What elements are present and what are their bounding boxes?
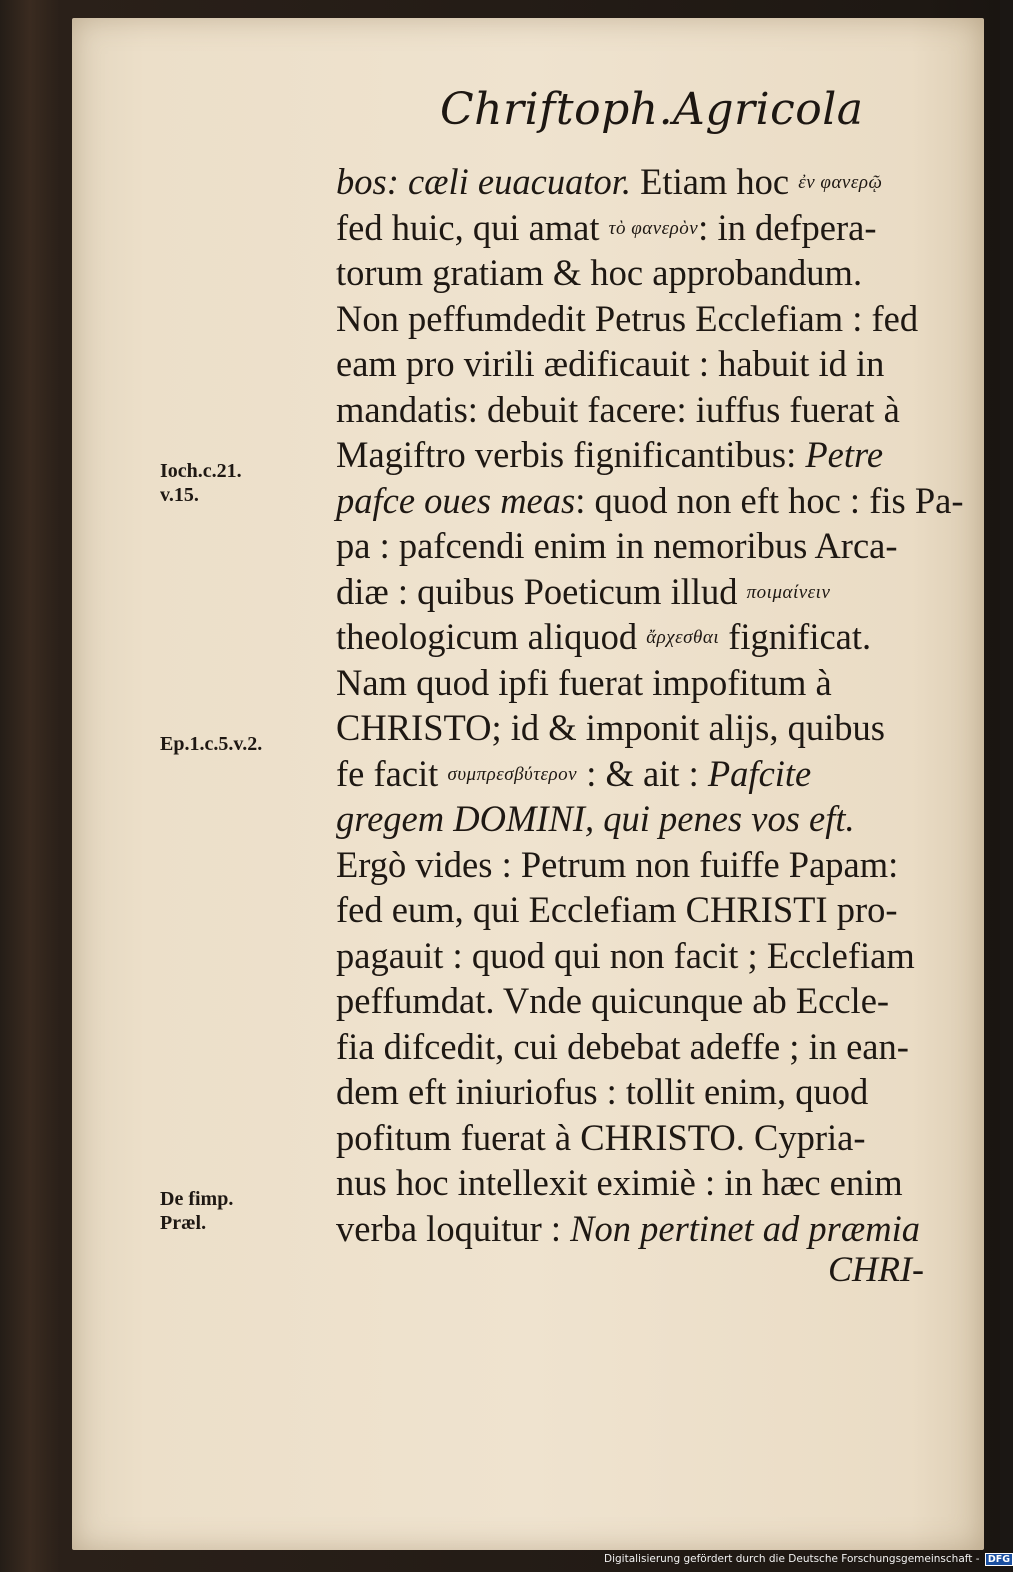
roman-text: pagauit : quod qui non facit ; Ecclefiam (336, 934, 915, 976)
roman-text: verba loquitur : (336, 1207, 571, 1249)
roman-text: : in defpera- (698, 206, 877, 248)
roman-text: fignificat. (719, 616, 872, 657)
text-line (336, 934, 966, 980)
text-line (336, 160, 966, 206)
roman-text: dem eft iniuriofus : tollit enim, quod (336, 1071, 869, 1112)
roman-text: : & ait : (577, 752, 708, 794)
greek-word: ἐν φανερῷ (798, 172, 883, 193)
roman-text: fia difcedit, cui debebat adeffe ; in ean- (336, 1025, 909, 1067)
roman-text: Etiam hoc (631, 161, 799, 202)
roman-text: fe facit (336, 752, 448, 794)
roman-text: Magiftro verbis fignificantibus: (336, 434, 806, 475)
text-line (336, 388, 966, 434)
greek-word: τὸ φανερὸν (608, 217, 699, 239)
roman-text: fed eum, qui Ecclefiam CHRISTI pro- (336, 889, 898, 930)
running-header: Chriftoph.Agricola (440, 84, 864, 135)
text-line (336, 206, 966, 252)
roman-text: Ergò vides : Petrum non fuiffe Papam: (336, 843, 899, 885)
italic-text: Pafcite (707, 752, 812, 794)
digitization-footer (604, 1553, 1011, 1569)
text-line (336, 843, 966, 889)
margin-note: Ioch.c.21. v.15. (160, 459, 242, 506)
roman-text: Non peffumdedit Petrus Ecclefiam : fed (336, 297, 919, 339)
text-line (336, 706, 966, 752)
catchword: CHRI- (828, 1249, 924, 1289)
roman-text: Nam quod ipfi fuerat impofitum à (336, 661, 832, 703)
margin-note: Ep.1.c.5.v.2. (160, 732, 263, 755)
roman-text: : quod non eft hoc : fis Pa- (575, 479, 964, 521)
dfg-logo: DFG (985, 1553, 1013, 1566)
greek-word: συμπρεσβύτερον (447, 763, 578, 785)
text-line (336, 1207, 966, 1253)
italic-text: gregem DOMINI, qui penes vos eft. (336, 798, 855, 839)
text-line (336, 1025, 966, 1071)
italic-text: Non pertinet ad præmia (570, 1207, 920, 1249)
text-line (336, 1070, 966, 1116)
text-line (336, 1116, 966, 1162)
text-line (336, 251, 966, 297)
text-line (336, 661, 966, 707)
text-line (336, 979, 966, 1025)
footer-text: Digitalisierung gefördert durch die Deutsche Forschungsgemeinschaft - (604, 1553, 980, 1565)
text-line (336, 524, 966, 570)
text-line (336, 570, 966, 616)
text-line (336, 797, 966, 843)
roman-text: pofitum fuerat à CHRISTO. Cypria- (336, 1116, 866, 1158)
italic-text: pafce oues meas (336, 479, 576, 521)
margin-note: De fimp. Præl. (160, 1187, 234, 1234)
text-line (336, 1161, 966, 1207)
greek-word: ἄρχεσθαι (646, 627, 720, 648)
greek-word: ποιμαίνειν (746, 581, 831, 603)
text-line (336, 888, 966, 934)
roman-text: peffumdat. Vnde quicunque ab Eccle- (336, 980, 890, 1021)
text-line (336, 297, 966, 343)
italic-text: Petre (805, 434, 884, 475)
roman-text: nus hoc intellexit eximiè : in hæc enim (336, 1162, 903, 1203)
italic-text: bos: cæli euacuator. (336, 161, 632, 202)
roman-text: theologicum aliquod (336, 616, 647, 657)
text-line (336, 752, 966, 798)
roman-text: eam pro virili ædificauit : habuit id in (336, 343, 885, 384)
text-line (336, 615, 966, 661)
text-line (336, 433, 966, 479)
roman-text: diæ : quibus Poeticum illud (336, 570, 747, 612)
text-line (336, 479, 966, 525)
roman-text: mandatis: debuit facere: iuffus fuerat à (336, 388, 900, 430)
text-line (336, 342, 966, 388)
roman-text: pa : pafcendi enim in nemoribus Arca- (336, 525, 898, 566)
roman-text: CHRISTO; id & imponit alijs, quibus (336, 707, 885, 748)
roman-text: fed huic, qui amat (336, 206, 609, 248)
roman-text: torum gratiam & hoc approbandum. (336, 252, 863, 293)
